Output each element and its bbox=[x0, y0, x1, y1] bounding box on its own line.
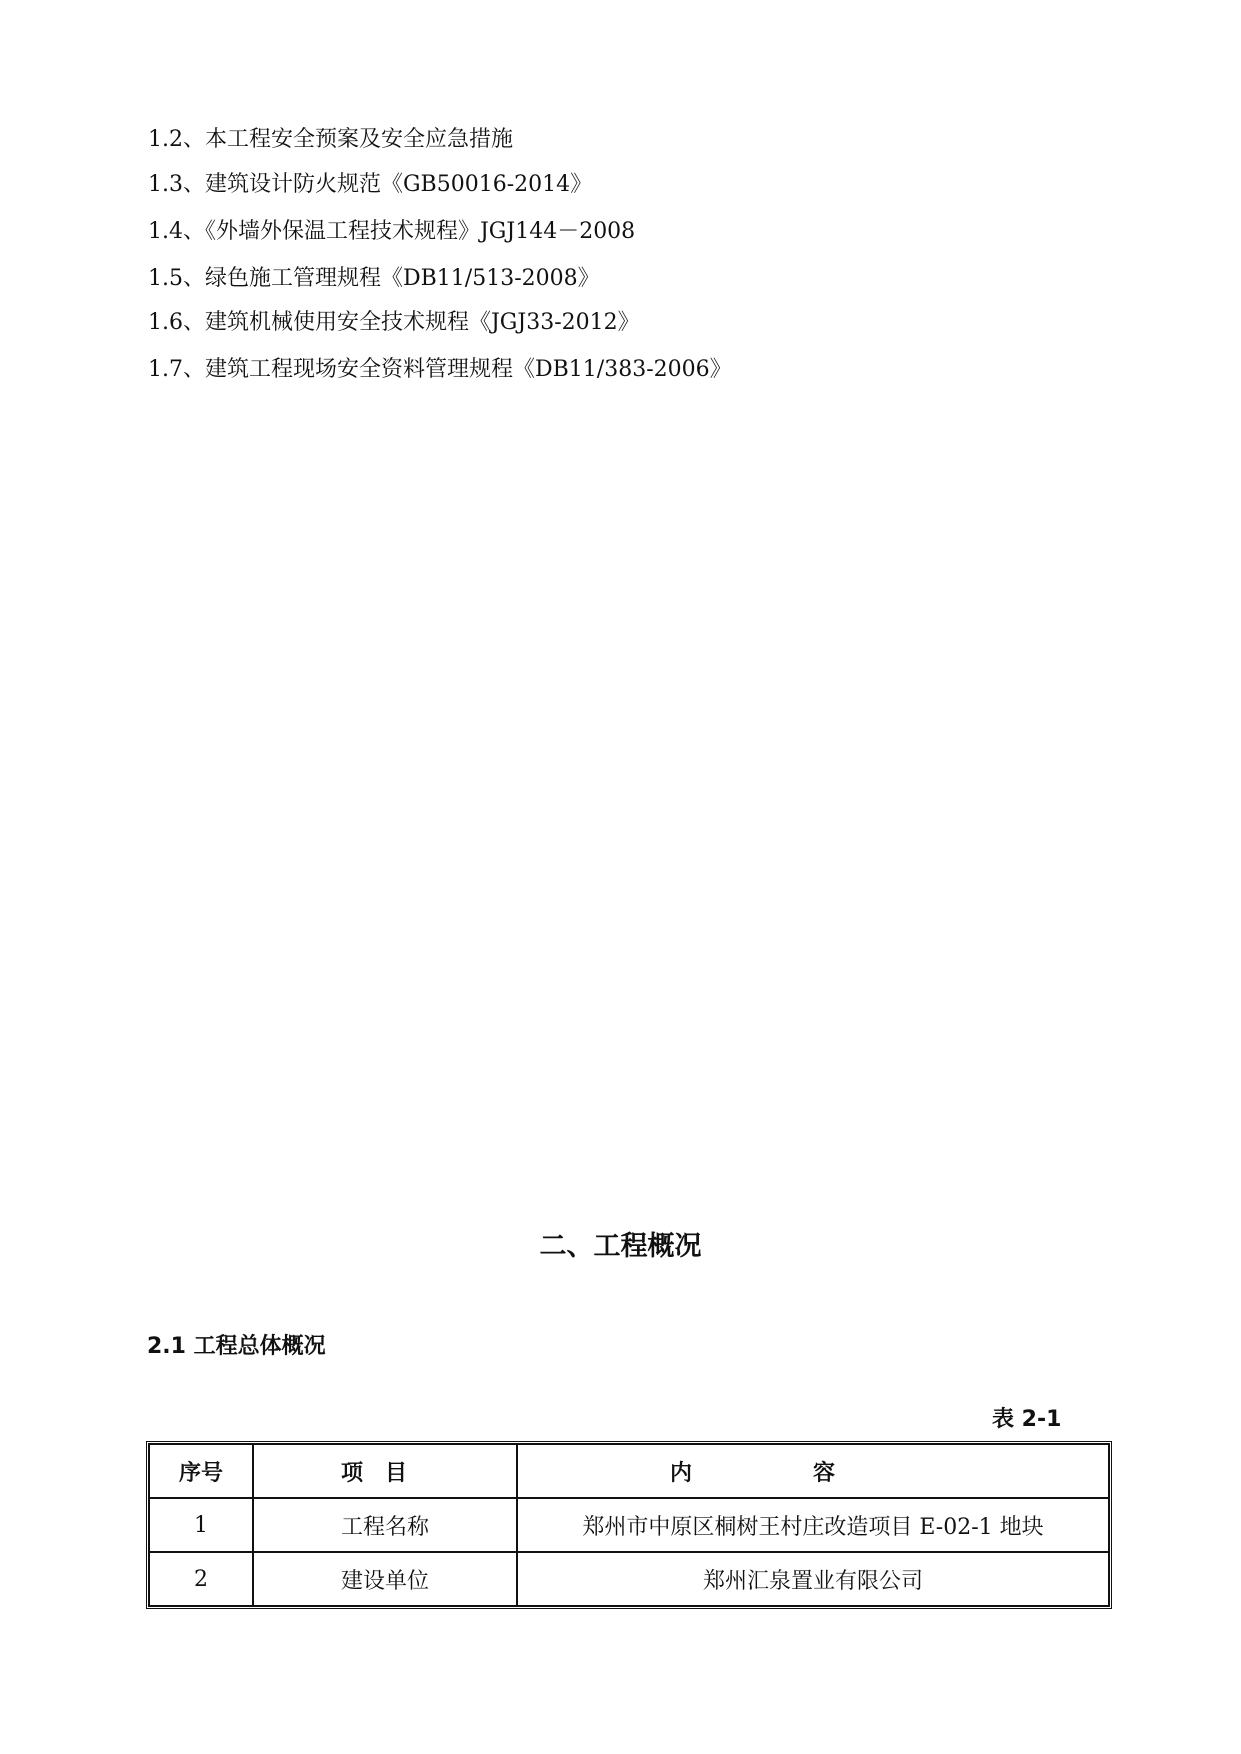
row-item: 建设单位 bbox=[253, 1552, 517, 1606]
table-row bbox=[149, 1552, 1109, 1606]
subsection-title: 2.1 工程总体概况 bbox=[147, 1334, 326, 1359]
reference-item: 1.4、《外墙外保温工程技术规程》JGJ144－2008 bbox=[148, 219, 636, 244]
reference-item: 1.3、建筑设计防火规范《GB50016-2014》 bbox=[148, 172, 593, 197]
row-content: 郑州市中原区桐树王村庄改造项目 E-02-1 地块 bbox=[517, 1498, 1109, 1552]
reference-item: 1.5、绿色施工管理规程《DB11/513-2008》 bbox=[148, 266, 600, 291]
header-content-label: 内容 bbox=[669, 1460, 956, 1486]
row-content: 郑州汇泉置业有限公司 bbox=[517, 1552, 1109, 1606]
row-index: 1 bbox=[149, 1498, 253, 1552]
table-row bbox=[149, 1498, 1109, 1552]
reference-item: 1.6、建筑机械使用安全技术规程《JGJ33-2012》 bbox=[148, 310, 640, 335]
header-item-label: 项目 bbox=[340, 1460, 429, 1486]
section-title: 二、工程概况 bbox=[539, 1231, 702, 1262]
reference-item: 1.2、本工程安全预案及安全应急措施 bbox=[148, 127, 513, 152]
reference-item: 1.7、建筑工程现场安全资料管理规程《DB11/383-2006》 bbox=[148, 357, 732, 382]
table-header-row bbox=[149, 1444, 1109, 1498]
header-item bbox=[253, 1444, 517, 1498]
table-caption: 表 2-1 bbox=[992, 1407, 1062, 1432]
header-content bbox=[517, 1444, 1109, 1498]
row-item: 工程名称 bbox=[253, 1498, 517, 1552]
header-index: 序号 bbox=[149, 1444, 253, 1498]
project-info-table bbox=[146, 1441, 1112, 1609]
row-index: 2 bbox=[149, 1552, 253, 1606]
